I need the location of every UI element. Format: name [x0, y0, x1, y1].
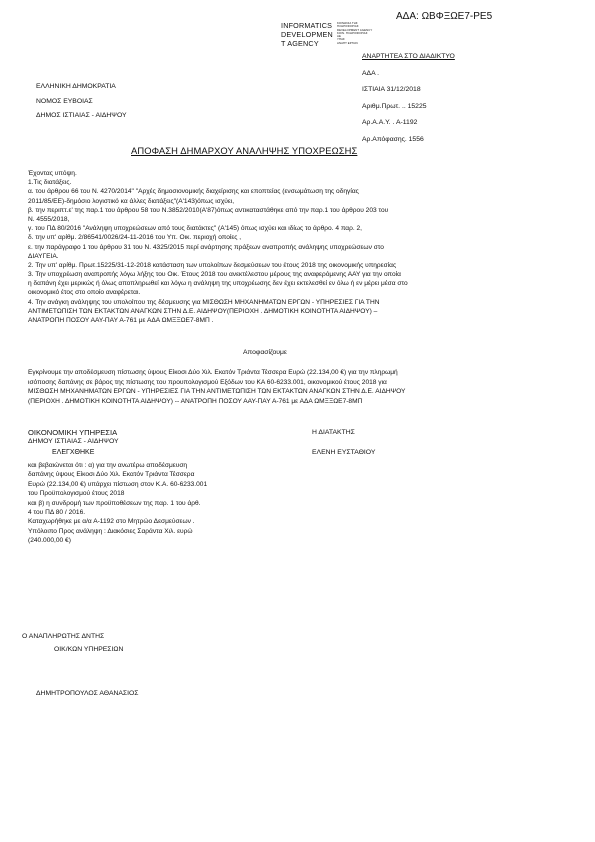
logo-small-line: ΥΠΑΣ: [337, 37, 345, 42]
verification-line: 4 του ΠΔ 80 / 2016.: [28, 508, 86, 516]
body-line: δ. την υπ' αρίθμ. 2/86541/0026/24-11-2016 του Υπ. Οικ. περιοχή οποίες ,: [28, 234, 242, 242]
body-line: α. του άρθρου 66 του Ν. 4270/2014" "Αρχές δημοσιονομικής διαχείρισης και εποπτείας (ενσωμάτωση της οδηγίας: [28, 188, 359, 196]
verification-line: και β) η συνδρομή των προϋποθέσεων της παρ. 1 του άρθ.: [28, 499, 201, 507]
economic-service-block: [28, 428, 207, 547]
issuer-line: ΔΗΜΟΣ ΙΣΤΙΑΙΑΣ - ΑΙΔΗΨΟΥ: [36, 112, 127, 120]
body-line: ΑΝΑΤΡΟΠΗ ΠΟΣΟΥ ΑΑΥ-ΠΑΥ Α-761 με ΑΔΑ ΩΜΞΞΩΕ7-8ΜΠ .: [28, 317, 214, 324]
posting-notice: ΑΝΑΡΤΗΤΕΑ ΣΤΟ ΔΙΑΔΙΚΤΥΟ: [362, 53, 455, 60]
info-aay-number: Αρ.Α.Α.Υ. . Α-1192: [362, 119, 418, 126]
body-line: ΑΝΤΙΜΕΤΩΠΙΣΗ ΤΩΝ ΕΚΤΑΚΤΩΝ ΑΝΑΓΚΩΝ ΣΤΗΝ Δ.Ε. ΑΙΔΗΨΟΥ(ΠΕΡΙΟΧΗ . ΔΗΜΟΤΙΚΗ ΚΟΙΝΟΤΗΤΑ ΑΙΔΗΨΟΥ) –: [28, 307, 378, 315]
verification-line: Ευρώ (22.134,00 €) υπάρχει πίστωση στον Κ.Α. 60-6233.001: [28, 480, 208, 488]
logo-word: DEVELOPMEN: [281, 29, 333, 39]
info-date: ΙΣΤΙΑΙΑ 31/12/2018: [362, 86, 421, 93]
paragraph-line: ισόποσης δαπάνης σε βάρος της πίστωσης του προυπολογισμού Εξόδων του ΚΑ 60-6233.001, οικονομικού έτους 2018 για: [28, 378, 387, 386]
issuer-line: ΕΛΛΗΝΙΚΗ ΔΗΜΟΚΡΑΤΙΑ: [36, 83, 116, 90]
logo-small-line: DEVELOPMENT AGENCY: [337, 27, 373, 32]
info-decision-number: Αρ.Απόφασης. 1556: [362, 135, 424, 143]
body-line: 2011/85/ΕΕ)-δημόσιο λογιστικό κα άλλες διατάξεις"(Α'143)όπως ισχύει,: [28, 197, 235, 205]
paragraph-line: (ΠΕΡΙΟΧΗ . ΔΗΜΟΤΙΚΗ ΚΟΙΝΟΤΗΤΑ ΑΙΔΗΨΟΥ) -- ΑΝΑΤΡΟΠΗ ΠΟΣΟΥ ΑΑΥ-ΠΑΥ Α-761 με ΑΔΑ ΩΜΞΞΩΕ7-8ΜΠ: [28, 397, 363, 405]
signature-name: ΔΗΜΗΤΡΟΠΟΥΛΟΣ ΑΘΑΝΑΣΙΟΣ: [36, 690, 139, 697]
logo-small-line: ΑΕ: [337, 34, 341, 39]
body-line: 3. Την υποχρέωση αναπροπής λόγω λήξης του Οικ. Έτους 2018 του ανεκτέλεστου μέρους της αναφερόμενης ΑΑΥ για την οποία: [28, 271, 401, 279]
verification-line: δαπάνης ύψους Είκοσι Δύο Χιλ. Εκατόν Τριάντα Τέσσερα: [28, 471, 195, 479]
informatics-agency-logo: [281, 22, 391, 50]
replacement-department: ΟΙΚ/ΚΩΝ ΥΠΗΡΕΣΙΩΝ: [54, 645, 124, 653]
considerations-body: [28, 170, 538, 326]
body-line: Ν. 4555/2018,: [28, 215, 70, 223]
paragraph-line: Εγκρίνουμε την αποδέσμευση πίστωσης ύψους Είκοσι Δύο Χιλ. Εκατόν Τριάντα Τέσσερα Ευρώ (22.134,00 €) για την πληρωμή: [28, 369, 398, 376]
verification-line: Καταχωρήθηκε με α/α Α-1192 στο Μητρώο Δεσμεύσεων .: [28, 518, 195, 526]
body-line: 2. Την υπ' αρίθμ. Πρωτ.15225/31-12-2018 κατάσταση των υπολοίπων δεσμεύσεων του έτους 2018 της οικονομικής υπηρεσίας: [28, 261, 397, 269]
body-line: 4. Την ανάγκη ανάληψης του υπολοίπου της δέσμευσης για ΜΙΣΘΩΣΗ ΜΗΧΑΝΗΜΑΤΩΝ ΕΡΓΩΝ - ΥΠΗΡΕΣΙΕΣ ΓΙΑ ΤΗΝ: [28, 298, 380, 306]
issuer-block: [36, 83, 127, 127]
economic-service-subheading: ΔΗΜΟΥ ΙΣΤΙΑΙΑΣ - ΑΙΔΗΨΟΥ: [28, 438, 119, 445]
economic-service-heading: ΟΙΚΟΝΟΜΙΚΗ ΥΠΗΡΕΣΙΑ: [28, 428, 118, 437]
body-line: η δαπάνη έχει μερικώς ή όλως αποπληρωθεί και λόγω η ανάληψη της υποχρέωσης δεν έχει εκτελεσθεί εν όλω ή εν μέρει μέσα στο: [28, 280, 408, 288]
verification-line: (240.000,00 €): [28, 537, 71, 545]
replacement-title: Ο ΑΝΑΠΛΗΡΩΤΗΣ ΔΝΤΗΣ: [22, 633, 105, 640]
info-protocol-number: Αριθμ.Πρωτ. .. 15225: [362, 102, 427, 110]
paragraph-line: ΜΙΣΘΩΣΗ ΜΗΧΑΝΗΜΑΤΩΝ ΕΡΓΩΝ - ΥΠΗΡΕΣΙΕΣ ΓΙΑ ΤΗΝ ΑΝΤΙΜΕΤΩΠΙΣΗ ΤΩΝ ΕΚΤΑΚΤΩΝ ΑΝΑΓΚΩΝ ΣΤΗΝ Δ.Ε. ΑΙΔΗΨΟΥ: [28, 388, 406, 396]
verification-line: του Προϋπολογισμού έτους 2018: [28, 490, 125, 498]
logo-small-line: ΠΛΗΡΟΦΟΡΙΑΣ: [337, 24, 359, 29]
verification-line: Υπόλοιπο Προς ανάληψη : Διακόσιες Σαράντα Χιλ. ευρώ: [28, 527, 193, 535]
logo-word: INFORMATICS: [281, 21, 333, 30]
body-line: 1.Τις διατάξεις.: [28, 179, 72, 187]
logo-words: [281, 22, 333, 48]
logo-small-line: ΑΝΑΠΤ ΕΡΓΩΝ: [337, 40, 358, 45]
body-line: Έχοντας υπόψη.: [28, 170, 77, 177]
body-line: ΔΙΑΥΓΕΙΑ.: [28, 252, 59, 260]
issuer-line: ΝΟΜΟΣ ΕΥΒΟΙΑΣ: [36, 97, 93, 105]
posting-info-box: [362, 53, 455, 152]
decision-paragraph: [28, 369, 405, 407]
logo-small-print: [337, 22, 372, 45]
body-line: οικονομικό έτος στο οποίο αναφέρεται.: [28, 289, 141, 297]
director-block: [312, 429, 375, 469]
decision-heading: Αποφασίζουμε: [243, 349, 287, 356]
verification-text: [28, 462, 207, 547]
verified-label: ΕΛΕΓΧΘΗΚΕ: [52, 449, 95, 456]
director-name: ΕΛΕΝΗ ΕΥΣΤΑΘΙΟΥ: [312, 449, 376, 456]
director-title: Η ΔΙΑΤΑΚΤΗΣ: [312, 429, 355, 436]
document-title: ΑΠΟΦΑΣΗ ΔΗΜΑΡΧΟΥ ΑΝΑΛΗΨΗΣ ΥΠΟΧΡΕΩΣΗΣ: [131, 145, 358, 156]
body-line: γ. του ΠΔ 80/2016 "Ανάληψη υποχρεώσεων από τους διατάκτες" (Α'145) όπως ισχύει και ιδίως το άρθρο. 4 παρ. 2,: [28, 225, 363, 233]
logo-small-line: ΚΟΙΝΩΝΙΑ ΤΗΣ: [337, 21, 358, 25]
logo-word: T AGENCY: [281, 38, 319, 48]
replacement-director-block: [22, 633, 123, 658]
body-line: ε. την παράγραφο 1 του άρθρου 31 του Ν. 4325/2015 περί ανάρτησης πράξεων αναπροπής ανάληψης υποχρεώσεων στο: [28, 243, 384, 251]
verification-line: και βεβαιώνεται ότι : α) για την ανωτέρω αποδέσμευση: [28, 462, 188, 469]
info-ada: ΑΔΑ .: [362, 69, 380, 77]
body-line: β. την περιπτ.ε' της παρ.1 του άρθρου 58 του Ν.3852/2010(Α'87)όπως αντικαταστάθηκε από την παρ.1 του άρθρου 203 του: [28, 206, 389, 214]
ada-code: ΑΔΑ: ΩΒΦΞΩΕ7-ΡΕ5: [396, 11, 493, 22]
logo-small-line: ΚΟΙΝ. ΠΛΗΡΟΦΟΡΙΑΣ: [337, 30, 368, 35]
